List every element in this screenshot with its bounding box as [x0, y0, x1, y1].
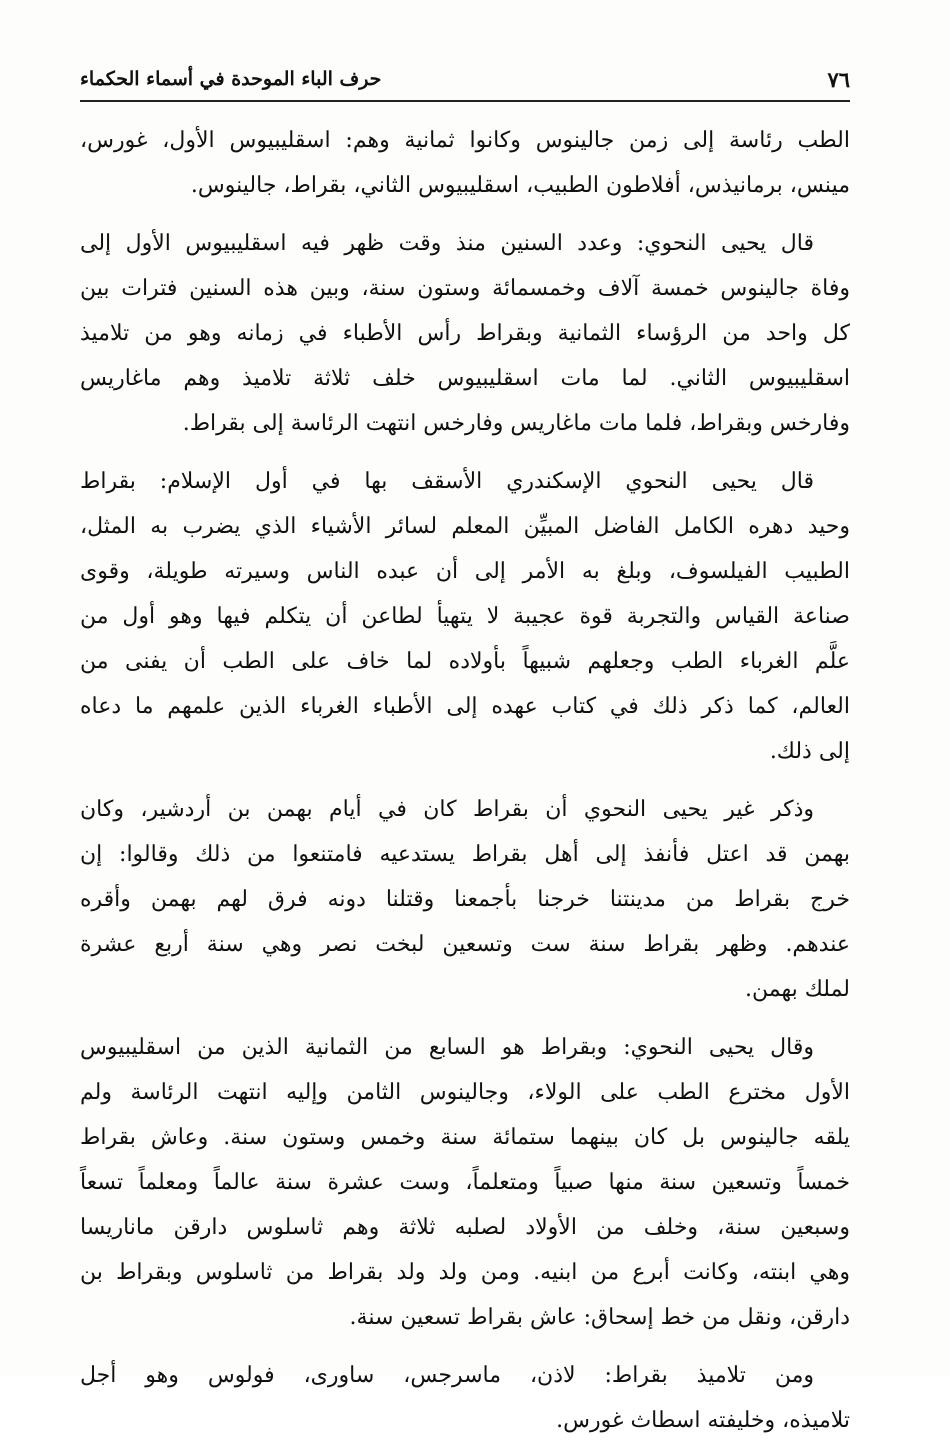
text-line: قال يحيى النحوي الإسكندري الأسقف بها في أول الإسلام: بقراط [80, 469, 814, 494]
text-line: ومن تلاميذ بقراط: لاذن، ماسرجس، ساورى، فولوس وهو أجل [80, 1363, 814, 1388]
text-line: بهمن قد اعتل فأنفذ إلى أهل بقراط يستدعيه فامتنعوا من ذلك وقالوا: إن [80, 842, 850, 867]
text-line: علَّم الغرباء الطب وجعلهم شبيهاً بأولاده لما خاف على الطب أن يفنى من [80, 649, 850, 674]
text-line: العالم، كما ذكر ذلك في كتاب عهده إلى الأطباء الغرباء الذين علمهم ما دعاه [80, 694, 850, 719]
text-line: قال يحيى النحوي: وعدد السنين منذ وقت ظهر فيه اسقليبيوس الأول إلى [80, 231, 814, 256]
header-divider [80, 100, 850, 102]
text-line: الطب رئاسة إلى زمن جالينوس وكانوا ثمانية وهم: اسقليبيوس الأول، غورس، [80, 128, 850, 153]
text-line: الأول مخترع الطب على الولاء، وجالينوس الثامن وإليه انتهت الرئاسة ولم [80, 1080, 850, 1105]
paragraph [80, 787, 850, 1012]
text-line: اسقليبيوس الثاني. لما مات اسقليبيوس خلف ثلاثة تلاميذ وهم ماغاريس [80, 366, 850, 391]
text-line: كل واحد من الرؤساء الثمانية وبقراط رأس الأطباء في زمانه وهو من تلاميذ [80, 321, 850, 346]
text-line: وسبعين سنة، وخلف من الأولاد لصلبه ثلاثة وهم ثاسلوس دارقن ماناريسا [80, 1215, 850, 1240]
paragraph [80, 459, 850, 774]
text-line: وحيد دهره الكامل الفاضل المبيِّن المعلم لسائر الأشياء الذي يضرب به المثل، [80, 514, 850, 539]
text-line: خرج بقراط من مدينتنا خرجنا بأجمعنا وقتلنا دونه فرق لهم بهمن وأقره [80, 887, 850, 912]
running-header-title: حرف الباء الموحدة في أسماء الحكماء [80, 68, 382, 90]
text-line: عندهم. وظهر بقراط سنة ست وتسعين لبخت نصر وهي سنة أربع عشرة [80, 932, 850, 957]
text-line: وفاة جالينوس خمسة آلاف وخمسمائة وستون سنة، وبين هذه السنين فترات بين [80, 276, 850, 301]
text-line: وهي ابنته، وكانت أبرع من ابنيه. ومن ولد ولد بقراط من ثاسلوس وبقراط بن [80, 1260, 850, 1285]
text-line: خمساً وتسعين سنة منها صبياً ومتعلماً، وست عشرة سنة عالماً ومعلماً تسعاً [80, 1170, 850, 1195]
paragraph [80, 221, 850, 446]
text-line: صناعة القياس والتجربة قوة عجيبة لا يتهيأ لطاعن أن يتكلم فيها وهو أول من [80, 604, 850, 629]
text-line: الطبيب الفيلسوف، وبلغ به الأمر إلى أن عبده الناس وسيرته طويلة، وقوى [80, 559, 850, 584]
text-line: إلى ذلك. [769, 739, 850, 764]
text-line: وذكر غير يحيى النحوي أن بقراط كان في أيام بهمن بن أردشير، وكان [80, 797, 814, 822]
text-line: وفارخس وبقراط، فلما مات ماغاريس وفارخس انتهت الرئاسة إلى بقراط. [182, 411, 850, 436]
paragraph [80, 1353, 850, 1443]
text-line: دارقن، ونقل من خط إسحاق: عاش بقراط تسعين سنة. [349, 1305, 850, 1330]
text-line: وقال يحيى النحوي: وبقراط هو السابع من الثمانية الذين من اسقليبيوس [80, 1035, 814, 1060]
paragraph [80, 1025, 850, 1340]
text-line: تلاميذه، وخليفته اسطاث غورس. [556, 1408, 850, 1433]
running-header [80, 62, 850, 96]
text-line: لملك بهمن. [745, 977, 850, 1002]
page-number: ٧٦ [827, 66, 850, 92]
text-line: مينس، برمانيذس، أفلاطون الطبيب، اسقليبيوس الثاني، بقراط، جالينوس. [190, 173, 850, 198]
body-text [80, 118, 850, 1456]
text-line: يلقه جالينوس بل كان بينهما ستمائة سنة وخمس وستون سنة. وعاش بقراط [80, 1125, 850, 1150]
paragraph [80, 118, 850, 208]
